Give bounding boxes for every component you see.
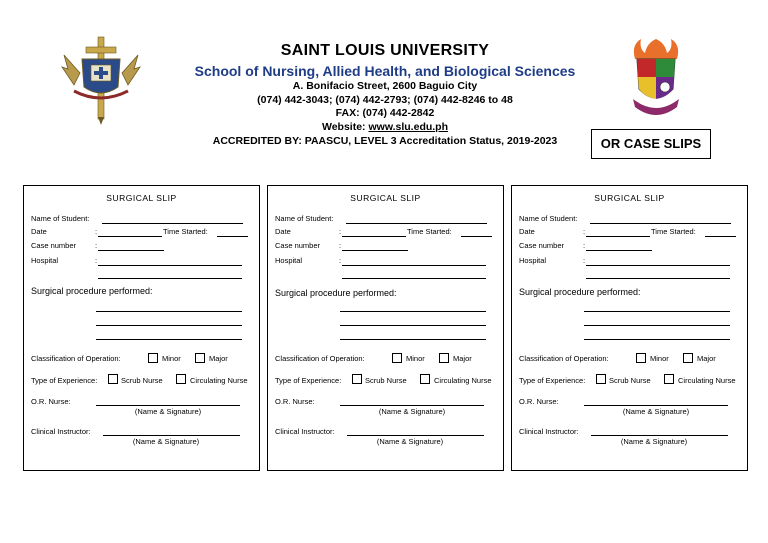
minor-checkbox[interactable] [636,353,646,363]
classification-label: Classification of Operation: [31,354,121,363]
date-label: Date [275,227,291,236]
clinical-instructor-label: Clinical Instructor: [31,427,91,436]
hospital-field-line-2[interactable] [342,278,486,279]
student-name-field[interactable] [102,223,243,224]
surgical-slip-3: SURGICAL SLIP Name of Student: Date : Time Started: Case number : Hospital : Surgical procedure performed: Classification of Operation: Minor Major Type of Experience: Scrub Nurse Circulating Nurse O.R. Nurse: (Name & Signature) Clinical Instructor: (Name & Signature) [511,185,748,471]
case-number-label: Case number [519,241,565,250]
fax-number: FAX: (074) 442-2842 [335,107,435,119]
website-line [160,121,610,133]
student-name-label: Name of Student: [275,214,334,223]
university-name: SAINT LOUIS UNIVERSITY [280,42,490,59]
procedure-label: Surgical procedure performed: [31,286,153,296]
or-nurse-field[interactable] [584,405,728,406]
time-started-label: Time Started: [407,227,452,236]
major-checkbox[interactable] [195,353,205,363]
case-number-field[interactable] [98,250,164,251]
minor-checkbox[interactable] [392,353,402,363]
circulating-nurse-label: Circulating Nurse [678,376,736,385]
circulating-nurse-checkbox[interactable] [176,374,186,384]
circulating-nurse-label: Circulating Nurse [434,376,492,385]
experience-label: Type of Experience: [275,376,342,385]
time-started-label: Time Started: [163,227,208,236]
circulating-nurse-checkbox[interactable] [420,374,430,384]
slip-title: SURGICAL SLIP [594,193,665,203]
student-name-label: Name of Student: [31,214,90,223]
scrub-nurse-checkbox[interactable] [108,374,118,384]
procedure-field-line-3[interactable] [96,339,242,340]
hospital-field-line-2[interactable] [98,278,242,279]
slip-title: SURGICAL SLIP [350,193,421,203]
date-label: Date [519,227,535,236]
surgical-slip-2: SURGICAL SLIP Name of Student: Date : Time Started: Case number : Hospital : Surgical procedure performed: Classification of Operation: Minor Major Type of Experience: Scrub Nurse Circulating Nurse O.R. Nurse: (Name & Signature) Clinical Instructor: (Name & Signature) [267,185,504,471]
procedure-field-line-1[interactable] [96,311,242,312]
hospital-field-line-2[interactable] [586,278,730,279]
minor-checkbox[interactable] [148,353,158,363]
time-started-field[interactable] [705,236,736,237]
clinical-instructor-field[interactable] [103,435,240,436]
circulating-nurse-label: Circulating Nurse [190,376,248,385]
hospital-field[interactable] [586,265,730,266]
circulating-nurse-checkbox[interactable] [664,374,674,384]
website-label: Website: [321,121,366,133]
minor-label: Minor [650,354,669,363]
school-name: School of Nursing, Allied Health, and Biological Sciences [194,63,576,79]
major-checkbox[interactable] [439,353,449,363]
clinical-instructor-label: Clinical Instructor: [519,427,579,436]
student-name-field[interactable] [346,223,487,224]
scrub-nurse-checkbox[interactable] [596,374,606,384]
date-field[interactable] [586,236,650,237]
procedure-field-line-2[interactable] [340,325,486,326]
slip-title: SURGICAL SLIP [106,193,177,203]
or-nurse-label: O.R. Nurse: [275,397,315,406]
scrub-nurse-label: Scrub Nurse [121,376,163,385]
clinical-instructor-field[interactable] [347,435,484,436]
case-number-field[interactable] [342,250,408,251]
phone-numbers: (074) 442-3043; (074) 442-2793; (074) 442-8246 to 48 [257,94,513,106]
date-field[interactable] [342,236,406,237]
or-nurse-field[interactable] [96,405,240,406]
clinical-instructor-name-signature: (Name & Signature) [376,437,444,446]
case-number-label: Case number [275,241,321,250]
procedure-field-line-3[interactable] [340,339,486,340]
clinical-instructor-name-signature: (Name & Signature) [620,437,688,446]
classification-label: Classification of Operation: [519,354,609,363]
scrub-nurse-checkbox[interactable] [352,374,362,384]
hospital-field[interactable] [342,265,486,266]
student-name-field[interactable] [590,223,731,224]
or-nurse-name-signature: (Name & Signature) [134,407,202,416]
or-case-slips-title: OR CASE SLIPS [591,129,711,159]
time-started-field[interactable] [217,236,248,237]
slu-seal-logo [60,33,142,125]
experience-label: Type of Experience: [31,376,98,385]
hospital-field[interactable] [98,265,242,266]
or-nurse-field[interactable] [340,405,484,406]
procedure-field-line-2[interactable] [584,325,730,326]
minor-label: Minor [406,354,425,363]
time-started-label: Time Started: [651,227,696,236]
minor-label: Minor [162,354,181,363]
major-label: Major [697,354,716,363]
or-nurse-name-signature: (Name & Signature) [622,407,690,416]
procedure-label: Surgical procedure performed: [275,288,397,298]
school-crest-logo [627,37,685,123]
clinical-instructor-field[interactable] [591,435,728,436]
or-nurse-label: O.R. Nurse: [31,397,71,406]
clinical-instructor-name-signature: (Name & Signature) [132,437,200,446]
time-started-field[interactable] [461,236,492,237]
clinical-instructor-label: Clinical Instructor: [275,427,335,436]
scrub-nurse-label: Scrub Nurse [609,376,651,385]
procedure-field-line-1[interactable] [340,311,486,312]
hospital-label: Hospital [519,256,547,265]
or-nurse-name-signature: (Name & Signature) [378,407,446,416]
date-field[interactable] [98,236,162,237]
procedure-field-line-3[interactable] [584,339,730,340]
procedure-field-line-2[interactable] [96,325,242,326]
major-checkbox[interactable] [683,353,693,363]
scrub-nurse-label: Scrub Nurse [365,376,407,385]
procedure-field-line-1[interactable] [584,311,730,312]
experience-label: Type of Experience: [519,376,586,385]
classification-label: Classification of Operation: [275,354,365,363]
hospital-label: Hospital [275,256,303,265]
major-label: Major [453,354,472,363]
date-label: Date [31,227,47,236]
case-number-label: Case number [31,241,77,250]
website-link[interactable]: www.slu.edu.ph [368,121,449,133]
address: A. Bonifacio Street, 2600 Baguio City [292,80,478,92]
or-nurse-label: O.R. Nurse: [519,397,559,406]
surgical-slip-1: SURGICAL SLIP Name of Student: Date : Time Started: Case number : Hospital : Surgical procedure performed: Classification of Operation: Minor Major Type of Experience: Scrub Nurse Circulating Nurse O.R. Nurse: (Name & Signature) Clinical Instructor: (Name & Signature) [23,185,260,471]
major-label: Major [209,354,228,363]
case-number-field[interactable] [586,250,652,251]
student-name-label: Name of Student: [519,214,578,223]
procedure-label: Surgical procedure performed: [519,287,641,297]
accreditation-line: ACCREDITED BY: PAASCU, LEVEL 3 Accreditation Status, 2019-2023 [212,135,558,147]
hospital-label: Hospital [31,256,59,265]
